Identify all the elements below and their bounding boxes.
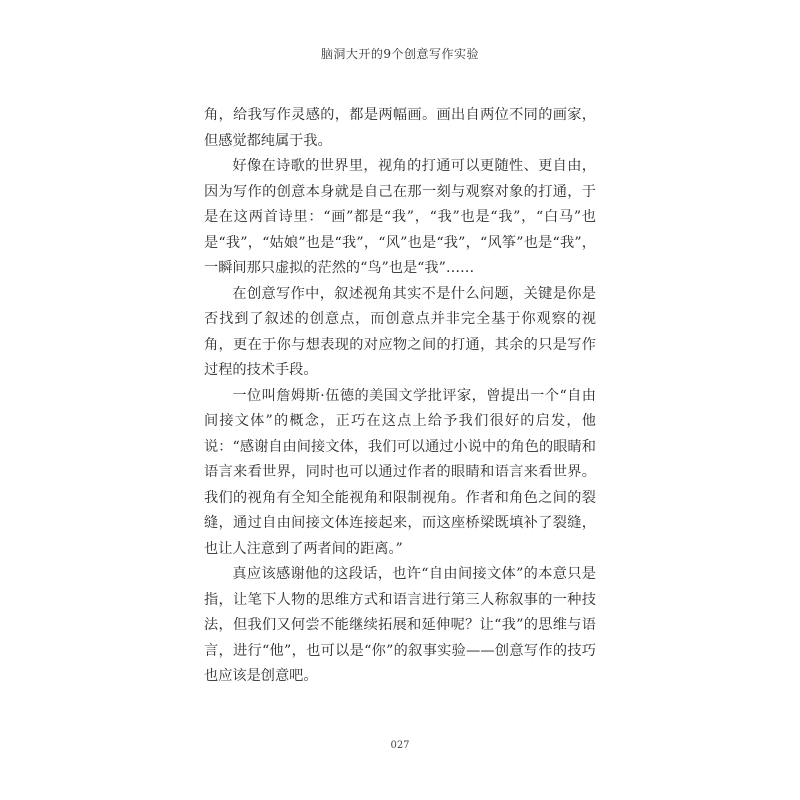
paragraph: 真应该感谢他的这段话，也许“自由间接文体”的本意只是指，让笔下人物的思维方式和语言进行第三人称叙事的一种技法，但我们又何尝不能继续拓展和延伸呢？让“我”的思维与语言，进行“他”，也可以是“你”的叙事实验——创意写作的技巧也应该是创意吧。 [204, 566, 596, 684]
body-text [204, 103, 596, 690]
running-header: 脑洞大开的9个创意写作实验 [320, 47, 480, 61]
page-number: 027 [390, 740, 410, 751]
paragraph: 一位叫詹姆斯·伍德的美国文学批评家，曾提出一个“自由间接文体”的概念，正巧在这点上给予我们很好的启发，他说：“感谢自由间接文体，我们可以通过小说中的角色的眼睛和语言来看世界，同时也可以通过作者的眼睛和语言来看世界。我们的视角有全知全能视角和限制视角。作者和角色之间的裂缝，通过自由间接文体连接起来，而这座桥梁既填补了裂缝，也让人注意到了两者间的距离。” [204, 387, 596, 557]
paragraph: 角，给我写作灵感的，都是两幅画。画出自两位不同的画家，但感觉都纯属于我。 [204, 107, 596, 149]
paragraph: 好像在诗歌的世界里，视角的打通可以更随性、更自由，因为写作的创意本身就是自己在那一刻与观察对象的打通，于是在这两首诗里：“画”都是“我”，“我”也是“我”，“白马”也是“我”，“姑娘”也是“我”，“风”也是“我”，“风筝”也是“我”，一瞬间那只虚拟的茫然的“鸟”也是“我”…… [204, 158, 596, 276]
paragraph: 在创意写作中，叙述视角其实不是什么问题，关键是你是否找到了叙述的创意点，而创意点并非完全基于你观察的视角，更在于你与想表现的对应物之间的打通，其余的只是写作过程的技术手段。 [204, 285, 596, 378]
